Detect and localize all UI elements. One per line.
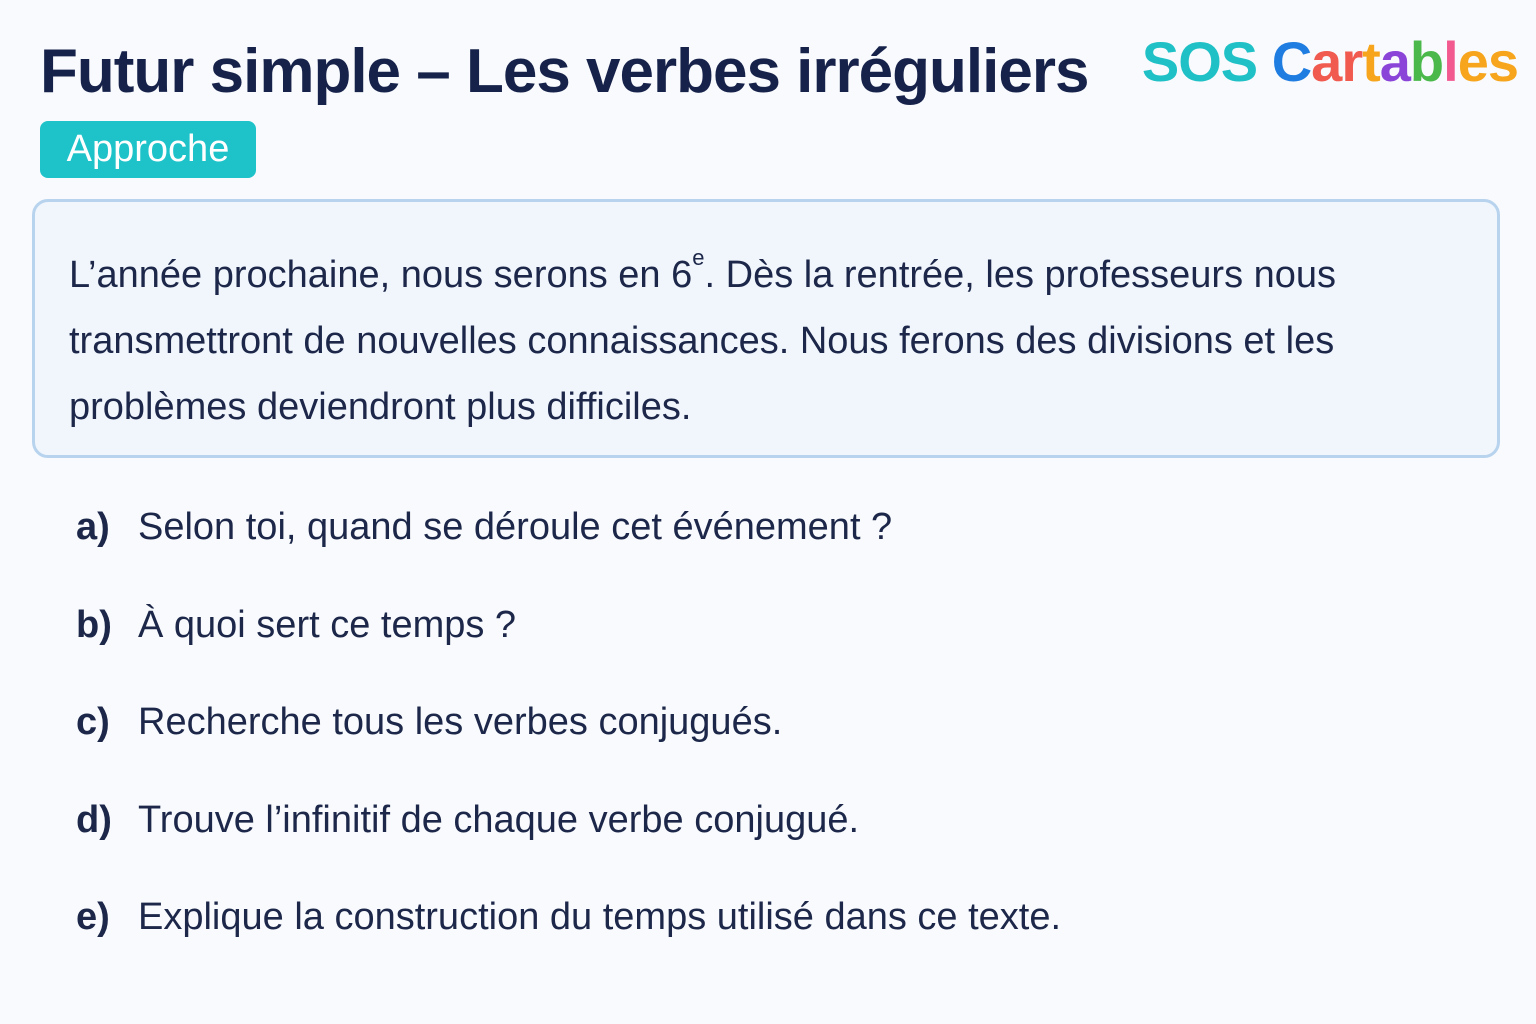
question-text: Explique la construction du temps utilisé dans ce texte. — [138, 896, 1062, 938]
question-letter: e) — [76, 896, 110, 938]
logo-segment: ar — [1311, 30, 1363, 93]
logo-segment: C — [1271, 30, 1312, 93]
question-item — [76, 694, 1456, 792]
question-item — [76, 597, 1456, 695]
logo-segment: t — [1362, 30, 1380, 93]
question-letter: a) — [76, 506, 110, 548]
ordinal-superscript: e — [692, 245, 705, 270]
section-badge: Approche — [40, 121, 256, 178]
reading-passage — [69, 242, 1463, 440]
question-text: À quoi sert ce temps ? — [138, 603, 517, 646]
logo-segment: SOS — [1141, 30, 1258, 93]
passage-text-rest: . Dès la rentrée, les professeurs nous transmettront de nouvelles connaissances. Nous ferons des divisions et les problèmes deviendront plus difficiles. — [69, 254, 1337, 428]
question-letter: b) — [76, 603, 112, 646]
question-text: Trouve l’infinitif de chaque verbe conjugué. — [138, 798, 860, 841]
passage-text-start: L’année prochaine, nous serons en 6 — [69, 254, 693, 296]
question-item — [76, 499, 1456, 597]
question-letter: d) — [76, 798, 112, 841]
logo-segment: es — [1457, 30, 1518, 93]
sos-cartables-logo — [1142, 30, 1518, 94]
logo-segment: a — [1379, 30, 1410, 93]
question-list — [76, 499, 1456, 987]
question-item — [76, 889, 1456, 987]
logo-segment: l — [1443, 30, 1458, 93]
question-item — [76, 792, 1456, 890]
logo-segment — [1257, 30, 1272, 93]
page-title: Futur simple – Les verbes irréguliers — [40, 37, 1089, 106]
question-text: Selon toi, quand se déroule cet événement ? — [138, 506, 893, 548]
reading-passage-box — [32, 199, 1500, 458]
logo-segment: b — [1409, 30, 1444, 93]
question-text: Recherche tous les verbes conjugués. — [138, 701, 783, 743]
question-letter: c) — [76, 701, 110, 743]
